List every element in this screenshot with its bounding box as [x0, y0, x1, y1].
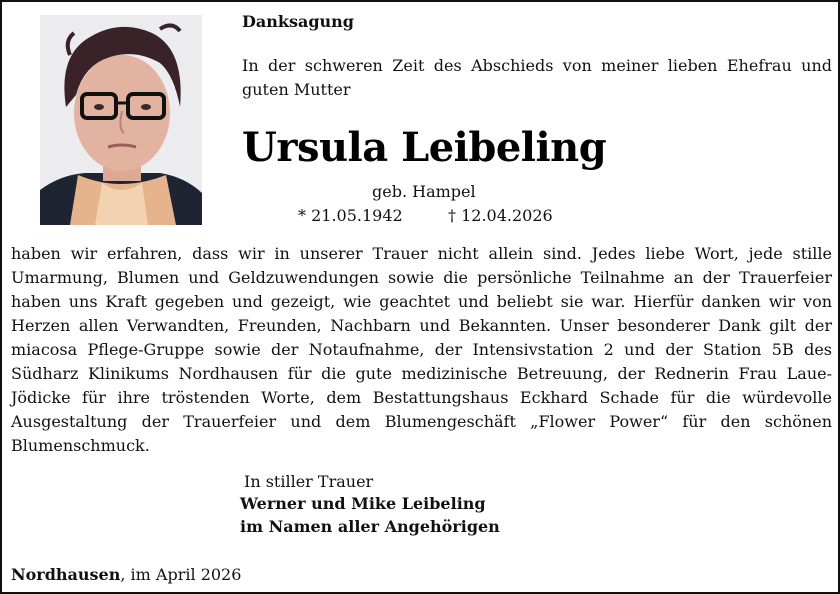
signer-names: Werner und Mike Leibeling — [240, 494, 486, 513]
place-date-line — [11, 565, 241, 584]
notice-heading: Danksagung — [242, 12, 354, 31]
death-date: † 12.04.2026 — [448, 206, 553, 225]
deceased-name: Ursula Leibeling — [242, 124, 607, 171]
date-text: , im April 2026 — [120, 565, 242, 584]
place-name: Nordhausen — [11, 565, 121, 584]
intro-text: In der schweren Zeit des Abschieds von meiner lieben Ehefrau und guten Mutter — [242, 56, 832, 99]
portrait-photo — [40, 15, 202, 225]
thanks-body-text: haben wir erfahren, dass wir in unserer Trauer nicht allein sind. Jedes liebe Wort, jede stille Umarmung, Blumen und Geldzuwendungen sowie die persönliche Teilnahme an der Trauerfeier haben uns Kraft gegeben und gezeigt, wie geachtet und beliebt sie war. Hierfür danken wir von Herzen allen Verwandten, Freunden, Nachbarn und Bekannten. Unser besonderer Dank gilt der miacosa Pflege-Gruppe sowie der Notaufnahme, der Intensivstation 2 und der Station 5B des Südharz Klinikums Nordhausen für die gute medizinische Betreuung, der Rednerin Frau Laue-Jödicke für ihre tröstenden Worte, dem Bestattungshaus Eckhard Schade für die würdevolle Ausgestaltung der Trauerfeier und dem Blumengeschäft „Flower Power“ für den schönen Blumenschmuck. — [11, 244, 832, 455]
birth-date: * 21.05.1942 — [298, 206, 403, 225]
maiden-name: geb. Hampel — [372, 182, 476, 201]
signoff-text: In stiller Trauer — [244, 472, 374, 491]
signer-relatives: im Namen aller Angehörigen — [240, 517, 500, 536]
